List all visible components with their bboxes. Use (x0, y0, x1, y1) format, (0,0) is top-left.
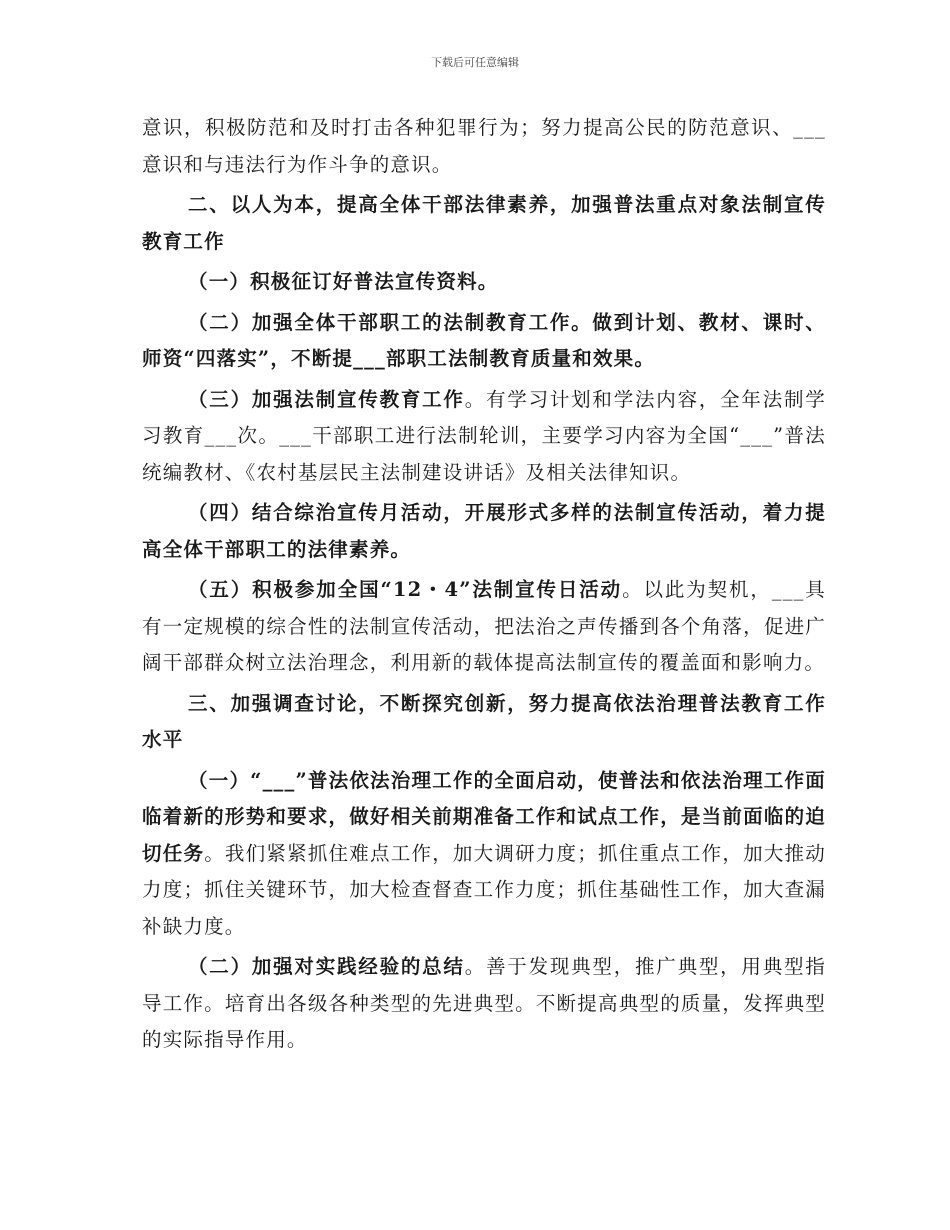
item-3-2-text: 。善于发现典型，推广典型，用典型指导工作。培育出各级各种类型的先进典型。不断提高典型的质量，发挥典型的实际指导作用。 (142, 955, 826, 1051)
item-2-5-text: 。以此为契机，___具有一定规模的综合性的法制宣传活动，把法治之声传播到各个角落，促进广阔干部群众树立法治理念，利用新的载体提高法制宣传的覆盖面和影响力。 (142, 578, 826, 674)
item-2-1-heading: （一）积极征订好普法宣传资料。 (188, 270, 499, 293)
item-2-5 (142, 572, 826, 682)
item-3-2 (142, 949, 826, 1059)
item-2-3-text: 。有学习计划和学法内容，全年法制学习教育___次。___干部职工进行法制轮训，主要学习内容为全国“___”普法统编教材、《农村基层民主法制建设讲话》及相关法律知识。 (142, 387, 826, 484)
item-2-3 (142, 382, 826, 492)
document-body (142, 110, 826, 1063)
item-3-1-heading: （一）“___”普法依法治理工作的全面启动，使普法和依法治理工作面临着新的形势和要求，做好相关前期准备工作和试点工作，是当前面临的迫切任务 (142, 768, 826, 865)
item-2-2 (142, 305, 826, 378)
paragraph-1 (142, 110, 826, 183)
item-2-2-heading: （二）加强全体干部职工的法制教育工作。做到计划、教材、课时、师资“四落实”，不断提___部职工法制教育质量和效果。 (142, 310, 826, 370)
item-2-4-heading: （四）结合综治宣传月活动，开展形式多样的法制宣传活动，着力提高全体干部职工的法律素养。 (142, 501, 826, 561)
section-3-heading-text: 三、加强调查讨论，不断探究创新，努力提高依法治理普法教育工作水平 (142, 691, 826, 751)
item-3-1 (142, 763, 826, 946)
item-2-1 (142, 264, 826, 301)
paragraph-1-text: 意识，积极防范和及时打击各种犯罪行为；努力提高公民的防范意识、___意识和与违法行为作斗争的意识。 (142, 116, 826, 176)
item-2-3-heading: （三）加强法制宣传教育工作 (188, 387, 465, 411)
item-2-4 (142, 495, 826, 568)
section-2-heading-text: 二、以人为本，提高全体干部法律素养，加强普法重点对象法制宣传教育工作 (142, 193, 826, 253)
item-3-1-text: 。我们紧紧抓住难点工作，加大调研力度；抓住重点工作，加大推动力度；抓住关键环节，加大检查督查工作力度；抓住基础性工作，加大查漏补缺力度。 (142, 841, 826, 938)
section-3-heading (142, 686, 826, 759)
item-3-2-heading: （二）加强对实践经验的总结 (188, 955, 465, 978)
section-2-heading (142, 187, 826, 260)
page-header: 下载后可任意编辑 (431, 56, 519, 69)
item-2-5-heading: （五）积极参加全国“12・4”法制宣传日活动 (188, 578, 623, 601)
